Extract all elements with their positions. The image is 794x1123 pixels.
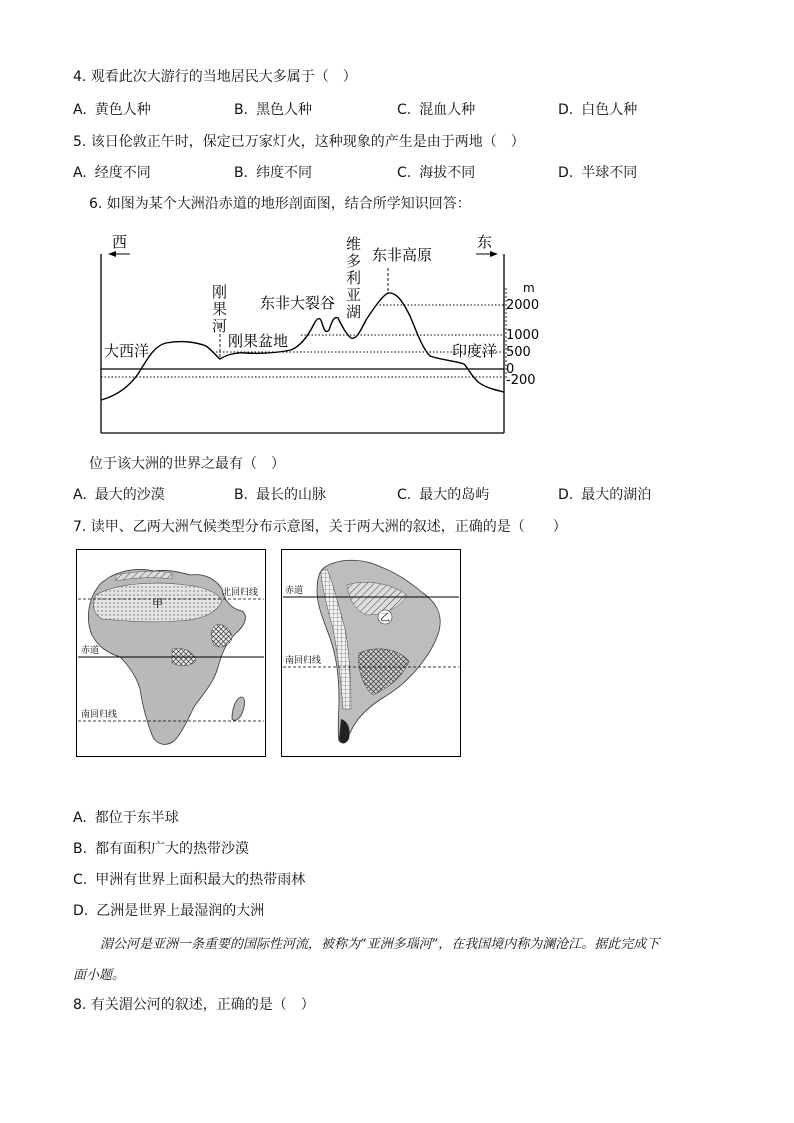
terrain-profile-svg <box>96 228 546 438</box>
unit-label: m <box>523 281 535 295</box>
east-arrowhead <box>490 251 498 257</box>
equator-label-left: 赤道 <box>81 646 100 656</box>
climate-map-right <box>281 549 461 757</box>
q5-stem: 5. 该日伦敦正午时，保定已万家灯火，这种现象的产生是由于两地（ ） <box>73 134 525 150</box>
q4-option-b: B. 黑色人种 <box>234 102 313 118</box>
equator-label-right: 赤道 <box>285 586 304 596</box>
victoria-lake-label: 维多利亚湖 <box>346 235 362 321</box>
climate-map-left <box>76 549 266 757</box>
terrain-profile-figure <box>96 228 546 438</box>
q6-stem: 6. 如图为某个大洲沿赤道的地形剖面图，结合所学知识回答： <box>89 196 471 212</box>
q5-option-c: C. 海拔不同 <box>397 165 476 181</box>
q7-stem: 7. 读甲、乙两大洲气候类型分布示意图，关于两大洲的叙述，正确的是（ ） <box>73 519 567 535</box>
west-label: 西 <box>112 233 128 251</box>
q6-sub-stem: 位于该大洲的世界之最有（ ） <box>89 456 285 472</box>
south-tropic-label-left: 南回归线 <box>81 710 118 720</box>
indian-ocean-label: 印度洋 <box>452 342 498 360</box>
rift-valley-label: 东非大裂谷 <box>260 294 336 312</box>
south-tropic-label-right: 南回归线 <box>285 656 322 666</box>
q5-option-b: B. 纬度不同 <box>234 165 313 181</box>
congo-river-label: 刚果河 <box>212 283 228 335</box>
east-label: 东 <box>477 233 493 251</box>
tick-500: 500 <box>506 345 531 360</box>
passage-line-1: 湄公河是亚洲一条重要的国际性河流，被称为“亚洲多瑙河”，在我国境内称为澜沧江。据此完成下 <box>100 937 660 952</box>
atlantic-label: 大西洋 <box>104 342 150 360</box>
tick-2000: 2000 <box>506 298 540 313</box>
west-arrowhead <box>108 251 116 257</box>
q4-stem: 4. 观看此次大游行的当地居民大多属于（ ） <box>73 69 357 85</box>
east-plateau-label: 东非高原 <box>372 246 433 264</box>
q5-option-a: A. 经度不同 <box>73 165 151 181</box>
q6-option-d: D. 最大的湖泊 <box>558 487 652 503</box>
q7-option-a: A. 都位于东半球 <box>73 810 179 826</box>
q4-option-c: C. 混血人种 <box>397 102 476 118</box>
q7-option-d: D. 乙洲是世界上最湿润的大洲 <box>73 903 265 919</box>
q6-option-a: A. 最大的沙漠 <box>73 487 165 503</box>
tick-1000: 1000 <box>506 328 540 343</box>
tick-0: 0 <box>506 362 515 377</box>
q4-option-d: D. 白色人种 <box>558 102 638 118</box>
q4-option-a: A. 黄色人种 <box>73 102 151 118</box>
congo-basin-label: 刚果盆地 <box>228 332 289 350</box>
q8-stem: 8. 有关湄公河的叙述，正确的是（ ） <box>73 997 315 1013</box>
passage-line-2: 面小题。 <box>73 968 126 983</box>
q5-option-d: D. 半球不同 <box>558 165 638 181</box>
continent-jia-label: 甲 <box>152 597 163 610</box>
north-tropic-label: 北回归线 <box>222 588 259 598</box>
tick-minus-200: -200 <box>506 373 536 388</box>
q6-option-b: B. 最长的山脉 <box>234 487 327 503</box>
q6-option-c: C. 最大的岛屿 <box>397 487 490 503</box>
continent-yi-label: 乙 <box>380 613 390 624</box>
q7-option-b: B. 都有面积广大的热带沙漠 <box>73 841 250 857</box>
q7-option-c: C. 甲洲有世界上面积最大的热带雨林 <box>73 872 306 888</box>
